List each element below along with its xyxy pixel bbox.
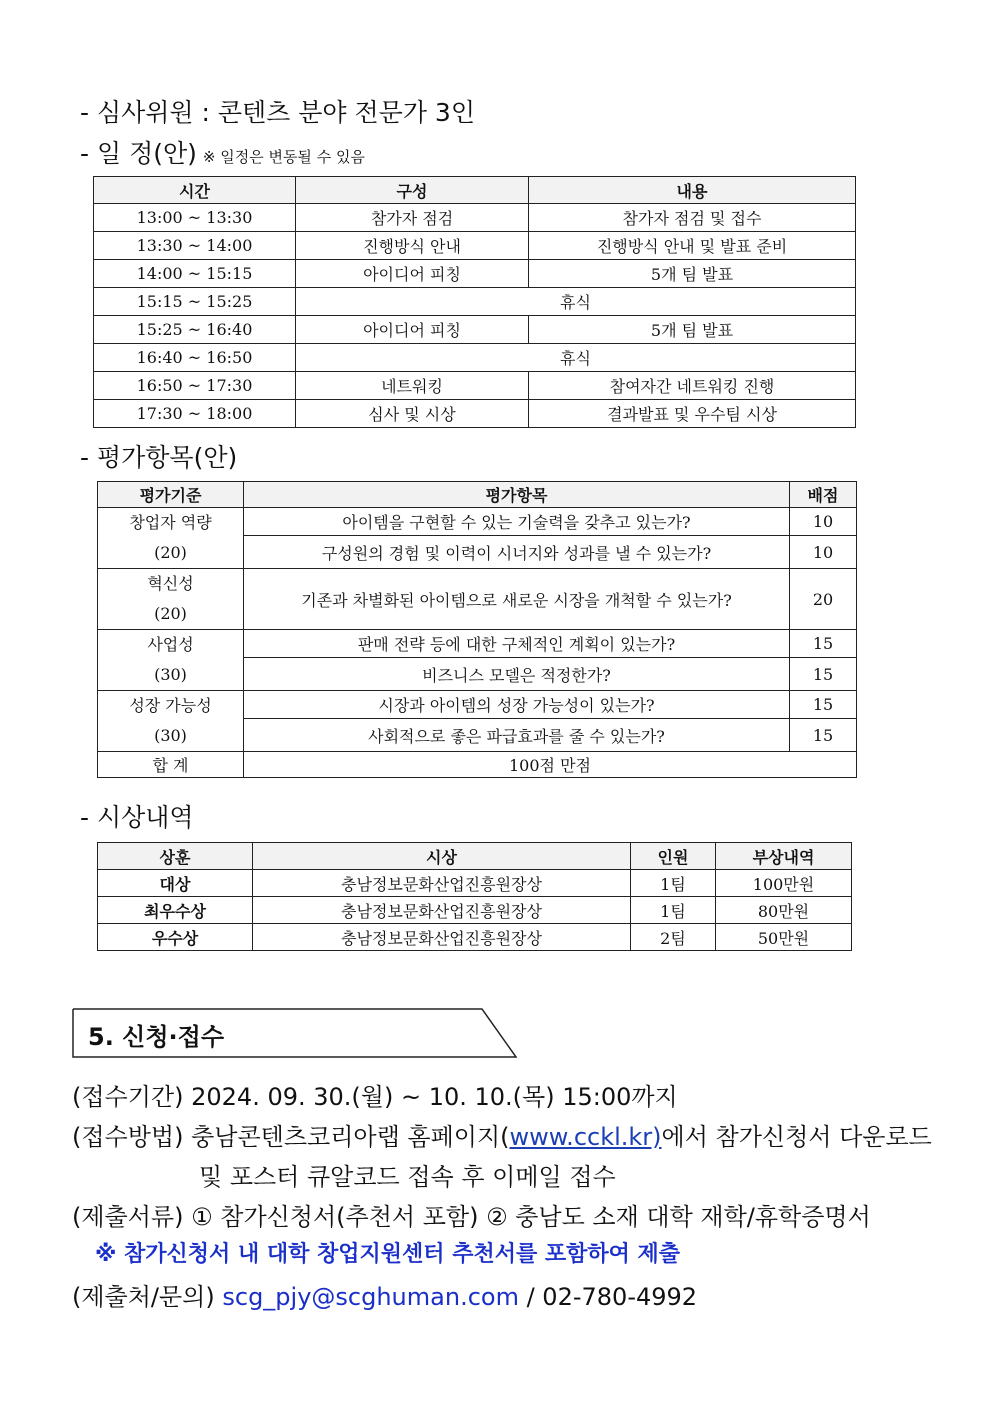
awards-row [98, 897, 852, 924]
schedule-part: 참가자 점검 [296, 204, 529, 232]
eval-header-score: 배점 [790, 482, 857, 508]
eval-score: 15 [790, 719, 857, 752]
eval-criteria-points: (20) [154, 543, 187, 562]
schedule-content: 5개 팀 발표 [529, 260, 856, 288]
eval-question: 비즈니스 모델은 적정한가? [244, 658, 790, 691]
evaluation-heading: - 평가항목(안) [80, 443, 238, 472]
eval-question: 시장과 아이템의 성장 가능성이 있는가? [244, 691, 790, 719]
schedule-part: 진행방식 안내 [296, 232, 529, 260]
submission-note: ※ 참가신청서 내 대학 창업지원센터 추천서를 포함하여 제출 [95, 1242, 681, 1267]
docs-label: (제출서류) [72, 1203, 184, 1231]
schedule-time: 13:00 ~ 13:30 [94, 204, 296, 232]
schedule-note: ※ 일정은 변동될 수 있음 [202, 148, 365, 166]
schedule-time: 15:25 ~ 16:40 [94, 316, 296, 344]
eval-criteria-points: (20) [154, 604, 187, 623]
eval-criteria-cell [98, 691, 244, 752]
eval-score: 10 [790, 536, 857, 569]
schedule-time: 16:50 ~ 17:30 [94, 372, 296, 400]
eval-score: 15 [790, 691, 857, 719]
homepage-link[interactable]: www.cckl.kr) [509, 1123, 662, 1151]
award-name: 대상 [98, 870, 253, 897]
method-pre: 충남콘텐츠코리아랩 홈페이지( [191, 1123, 510, 1151]
schedule-content: 결과발표 및 우수팀 시상 [529, 400, 856, 428]
schedule-header-time: 시간 [94, 177, 296, 204]
contact-email[interactable]: scg_pjy@scghuman.com [222, 1283, 519, 1311]
eval-total-label: 합 계 [98, 752, 244, 778]
eval-criteria-cell [98, 569, 244, 630]
schedule-content: 참여자간 네트워킹 진행 [529, 372, 856, 400]
eval-criteria-name: 성장 가능성 [129, 696, 212, 715]
schedule-heading [80, 134, 365, 170]
award-prize: 50만원 [716, 924, 852, 951]
eval-score: 15 [790, 630, 857, 658]
schedule-part: 아이디어 피칭 [296, 260, 529, 288]
awards-header-by: 시상 [253, 843, 631, 870]
eval-criteria-cell [98, 630, 244, 691]
method-line2: 및 포스터 큐알코드 접속 후 이메일 접수 [199, 1163, 616, 1191]
eval-question: 사회적으로 좋은 파급효과를 줄 수 있는가? [244, 719, 790, 752]
schedule-heading-text: - 일 정(안) [80, 139, 197, 168]
schedule-row [94, 204, 856, 232]
method-label: (접수방법) [72, 1123, 184, 1151]
eval-total-value: 100점 만점 [244, 752, 857, 778]
eval-total-row [98, 752, 857, 778]
period-label: (접수기간) [72, 1083, 184, 1111]
eval-question: 판매 전략 등에 대한 구체적인 계획이 있는가? [244, 630, 790, 658]
eval-header-criteria: 평가기준 [98, 482, 244, 508]
schedule-part: 아이디어 피칭 [296, 316, 529, 344]
contact-line [72, 1277, 697, 1312]
schedule-header-content: 내용 [529, 177, 856, 204]
award-prize: 100만원 [716, 870, 852, 897]
award-name: 우수상 [98, 924, 253, 951]
award-name: 최우수상 [98, 897, 253, 924]
section-title: 5. 신청·접수 [88, 1023, 225, 1051]
docs-line [72, 1197, 871, 1232]
schedule-row [94, 260, 856, 288]
awards-header-count: 인원 [631, 843, 716, 870]
award-by: 충남정보문화산업진흥원장상 [253, 870, 631, 897]
schedule-time: 14:00 ~ 15:15 [94, 260, 296, 288]
schedule-time: 16:40 ~ 16:50 [94, 344, 296, 372]
eval-score: 20 [790, 569, 857, 630]
eval-question: 아이템을 구현할 수 있는 기술력을 갖추고 있는가? [244, 508, 790, 536]
awards-row [98, 870, 852, 897]
schedule-part: 심사 및 시상 [296, 400, 529, 428]
awards-header-award: 상훈 [98, 843, 253, 870]
schedule-header-part: 구성 [296, 177, 529, 204]
eval-row [98, 569, 857, 630]
contact-label: (제출처/문의) [72, 1283, 215, 1311]
eval-row [98, 508, 857, 536]
eval-header-item: 평가항목 [244, 482, 790, 508]
schedule-row [94, 232, 856, 260]
schedule-part: 네트워킹 [296, 372, 529, 400]
awards-table [97, 842, 852, 951]
schedule-break: 휴식 [296, 344, 856, 372]
eval-score: 15 [790, 658, 857, 691]
eval-question: 구성원의 경험 및 이력이 시너지와 성과를 낼 수 있는가? [244, 536, 790, 569]
schedule-table [93, 176, 856, 428]
judges-line: - 심사위원 : 콘텐츠 분야 전문가 3인 [80, 98, 475, 127]
period-line [72, 1077, 678, 1112]
eval-criteria-points: (30) [154, 726, 187, 745]
schedule-break: 휴식 [296, 288, 856, 316]
schedule-row [94, 372, 856, 400]
award-count: 1팀 [631, 870, 716, 897]
schedule-row [94, 344, 856, 372]
award-prize: 80만원 [716, 897, 852, 924]
eval-score: 10 [790, 508, 857, 536]
schedule-time: 17:30 ~ 18:00 [94, 400, 296, 428]
eval-row [98, 630, 857, 658]
evaluation-table [97, 481, 857, 778]
award-count: 1팀 [631, 897, 716, 924]
schedule-time: 15:15 ~ 15:25 [94, 288, 296, 316]
method-post: 에서 참가신청서 다운로드 [661, 1123, 932, 1151]
awards-row [98, 924, 852, 951]
award-by: 충남정보문화산업진흥원장상 [253, 924, 631, 951]
schedule-time: 13:30 ~ 14:00 [94, 232, 296, 260]
schedule-row [94, 316, 856, 344]
method-line [72, 1117, 932, 1152]
schedule-row [94, 400, 856, 428]
schedule-content: 진행방식 안내 및 발표 준비 [529, 232, 856, 260]
eval-criteria-name: 사업성 [147, 635, 194, 654]
eval-criteria-cell [98, 508, 244, 569]
awards-heading: - 시상내역 [80, 803, 194, 832]
schedule-row [94, 288, 856, 316]
eval-question: 기존과 차별화된 아이템으로 새로운 시장을 개척할 수 있는가? [244, 569, 790, 630]
contact-phone: / 02-780-4992 [526, 1283, 698, 1311]
period-value: 2024. 09. 30.(월) ~ 10. 10.(목) 15:00까지 [191, 1083, 678, 1111]
docs-value: ① 참가신청서(추천서 포함) ② 충남도 소재 대학 재학/휴학증명서 [191, 1203, 871, 1231]
eval-row [98, 691, 857, 719]
eval-criteria-name: 혁신성 [147, 574, 194, 593]
award-count: 2팀 [631, 924, 716, 951]
award-by: 충남정보문화산업진흥원장상 [253, 897, 631, 924]
eval-criteria-name: 창업자 역량 [129, 513, 212, 532]
awards-header-prize: 부상내역 [716, 843, 852, 870]
eval-criteria-points: (30) [154, 665, 187, 684]
schedule-content: 5개 팀 발표 [529, 316, 856, 344]
schedule-content: 참가자 점검 및 접수 [529, 204, 856, 232]
